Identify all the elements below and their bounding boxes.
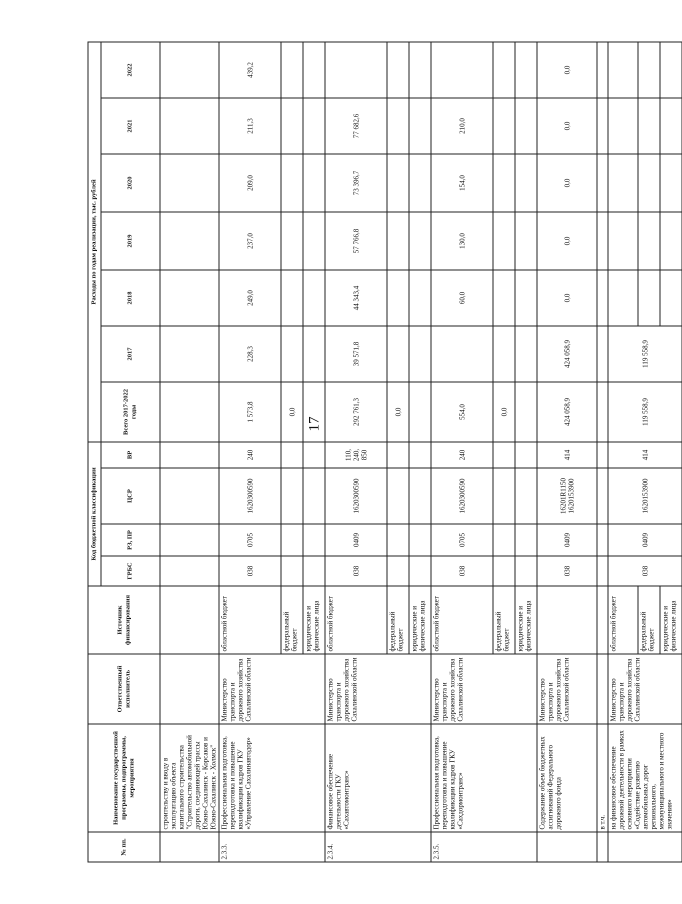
table-row bbox=[325, 41, 387, 861]
cell-num: 2.3.4. bbox=[325, 832, 431, 862]
cell-name: Содержание объем бюджетных ассигнований Федерального дорожного фонда bbox=[537, 724, 597, 832]
cell-2017: 424 058,9 bbox=[537, 325, 597, 381]
table-row bbox=[431, 41, 493, 861]
header-2021: 2021 bbox=[101, 97, 160, 153]
cell-total: 0,0 bbox=[493, 381, 515, 441]
cell-2021: 211,3 bbox=[219, 97, 281, 153]
header-csr: ЦСР bbox=[101, 468, 160, 524]
cell-2017: 119 558,9 bbox=[608, 325, 682, 381]
cell-executor: Министерство транспорта и дорожного хозяйства Сахалинской области bbox=[537, 654, 597, 724]
page-number: 17 bbox=[306, 416, 323, 432]
cell-source: федеральный бюджет bbox=[387, 586, 409, 654]
rotated-table-wrapper bbox=[87, 42, 677, 862]
cell-2022: 439,2 bbox=[219, 41, 281, 97]
cell-source: юридические и физические лица bbox=[660, 586, 682, 654]
cell-name: на финансовое обеспечение дорожной деятельности в рамках основного мероприятия «Содействие развитию автомобильных дорог регионального, межмуниципального и местного значения» bbox=[608, 724, 682, 832]
table-row bbox=[160, 41, 219, 861]
header-2020: 2020 bbox=[101, 153, 160, 211]
cell-2022: 0,0 bbox=[537, 41, 597, 97]
cell-num: 2.3.3. bbox=[219, 832, 325, 862]
cell-2018: 44 343,4 bbox=[325, 269, 387, 325]
cell-source: юридические и физические лица bbox=[303, 586, 325, 654]
cell-2021: 210,0 bbox=[431, 97, 493, 153]
cell-2019: 130,0 bbox=[431, 211, 493, 269]
cell-source bbox=[160, 586, 219, 654]
cell-source: юридические и физические лица bbox=[409, 586, 431, 654]
cell-grbs: 038 bbox=[608, 556, 682, 586]
cell-2018: 0,0 bbox=[537, 269, 597, 325]
cell-grbs: 038 bbox=[537, 556, 597, 586]
cell-source: областной бюджет bbox=[431, 586, 493, 654]
cell-grbs: 038 bbox=[431, 556, 493, 586]
cell-2018: 60,0 bbox=[431, 269, 493, 325]
cell-source: областной бюджет bbox=[325, 586, 387, 654]
cell-num bbox=[597, 832, 608, 862]
header-budget-code: Код бюджетной классификации bbox=[88, 441, 101, 585]
cell-num bbox=[160, 832, 219, 862]
cell-name: в т.ч. bbox=[597, 724, 608, 832]
cell-name: Финансовое обеспечение деятельности ГКУ «Сахавтомонтранс» bbox=[325, 724, 431, 832]
cell-rz-pr: 0705 bbox=[431, 524, 493, 556]
cell-csr: 1620300590 bbox=[219, 468, 281, 524]
cell-executor: Министерство транспорта и дорожного хозяйства Сахалинской области bbox=[325, 654, 431, 724]
cell-csr: 1620153900 bbox=[608, 468, 682, 524]
cell-total: 1 573,8 bbox=[219, 381, 281, 441]
cell-executor: Министерство транспорта и дорожного хозяйства Сахалинской области bbox=[431, 654, 537, 724]
cell-source: юридические и физические лица bbox=[515, 586, 537, 654]
cell-2021: 77 682,6 bbox=[325, 97, 387, 153]
cell-2019: 237,0 bbox=[219, 211, 281, 269]
header-vr: ВР bbox=[101, 441, 160, 467]
cell-2017 bbox=[431, 325, 493, 381]
cell-source: областной бюджет bbox=[608, 586, 638, 654]
cell-executor: Министерство транспорта и дорожного хозяйства Сахалинской области bbox=[608, 654, 682, 724]
cell-name: Профессиональная подготовка, переподготовка и повышение квалификации кадров ГКУ «Управление Сахалинавтодор» bbox=[219, 724, 325, 832]
cell-2019: 0,0 bbox=[537, 211, 597, 269]
header-grbs: ГРБС bbox=[101, 556, 160, 586]
cell-num bbox=[537, 832, 597, 862]
header-source: Источник финансирования bbox=[88, 586, 160, 654]
cell-rz-pr: 0409 bbox=[608, 524, 682, 556]
cell-vr: 110, 240, 850 bbox=[325, 441, 387, 467]
header-2019: 2019 bbox=[101, 211, 160, 269]
cell-total: 424 058,9 bbox=[537, 381, 597, 441]
cell-total: 554,0 bbox=[431, 381, 493, 441]
cell-2020: 0,0 bbox=[537, 153, 597, 211]
table-row bbox=[537, 41, 597, 861]
cell-2020: 209,0 bbox=[219, 153, 281, 211]
cell-csr: 1620300590 bbox=[431, 468, 493, 524]
cell-2021: 0,0 bbox=[537, 97, 597, 153]
cell-num bbox=[608, 832, 682, 862]
cell-grbs: 038 bbox=[219, 556, 281, 586]
cell-num: 2.3.5. bbox=[431, 832, 537, 862]
cell-2017: 228,3 bbox=[219, 325, 281, 381]
cell-source: федеральный бюджет bbox=[638, 586, 660, 654]
header-row-top bbox=[88, 41, 101, 861]
cell-rz-pr: 0409 bbox=[325, 524, 387, 556]
cell-vr: 414 bbox=[608, 441, 682, 467]
table-row bbox=[597, 41, 608, 861]
cell-2022 bbox=[431, 41, 493, 97]
cell-rz-pr: 0409 bbox=[537, 524, 597, 556]
cell-executor: Министерство транспорта и дорожного хозяйства Сахалинской области bbox=[219, 654, 325, 724]
cell-rz-pr: 0705 bbox=[219, 524, 281, 556]
cell-vr: 414 bbox=[537, 441, 597, 467]
cell-csr: 1620300590 bbox=[325, 468, 387, 524]
header-expenses: Расходы по годам реализации, тыс. рублей bbox=[88, 41, 101, 441]
cell-total: 292 761,3 bbox=[325, 381, 387, 441]
cell-source: федеральный бюджет bbox=[281, 586, 303, 654]
cell-2022 bbox=[325, 41, 387, 97]
cell-total: 0,0 bbox=[281, 381, 303, 441]
header-total: Всего 2017-2022 годы bbox=[101, 381, 160, 441]
cell-total: 119 558,9 bbox=[608, 381, 682, 441]
cell-executor bbox=[160, 654, 219, 724]
cell-2020: 73 396,7 bbox=[325, 153, 387, 211]
budget-table bbox=[87, 41, 682, 862]
cell-2017: 39 571,8 bbox=[325, 325, 387, 381]
cell-source: областной бюджет bbox=[219, 586, 281, 654]
cell-vr: 240 bbox=[219, 441, 281, 467]
header-2022: 2022 bbox=[101, 41, 160, 97]
cell-2018: 249,0 bbox=[219, 269, 281, 325]
header-executor: Ответственный исполнитель bbox=[88, 654, 160, 724]
cell-source: федеральный бюджет bbox=[493, 586, 515, 654]
header-name: Наименование государственной программы, подпрограммы, мероприятия bbox=[88, 724, 160, 832]
header-2018: 2018 bbox=[101, 269, 160, 325]
cell-total: 0,0 bbox=[387, 381, 409, 441]
header-rz-pr: РЗ, ПР bbox=[101, 524, 160, 556]
cell-source bbox=[537, 586, 597, 654]
cell-vr: 240 bbox=[431, 441, 493, 467]
cell-name: Профессиональная подготовка, переподготовка и повышение квалификации кадров ГКУ «Сахдормонтранс» bbox=[431, 724, 537, 832]
cell-2020: 154,0 bbox=[431, 153, 493, 211]
cell-grbs: 038 bbox=[325, 556, 387, 586]
header-2017: 2017 bbox=[101, 325, 160, 381]
cell-name: строительству и вводу в эксплуатацию объекта капитального строительства "Строительство автомобильной дороги, соединяющей трассы Южно-Сахалинск - Корсаков и Южно-Сахалинск - Холмск" bbox=[160, 724, 219, 832]
cell-2019: 57 766,8 bbox=[325, 211, 387, 269]
table-row bbox=[608, 41, 638, 861]
header-num: № пп. bbox=[88, 832, 160, 862]
table-row bbox=[219, 41, 281, 861]
cell-csr: 16201R1150 1620153900 bbox=[537, 468, 597, 524]
